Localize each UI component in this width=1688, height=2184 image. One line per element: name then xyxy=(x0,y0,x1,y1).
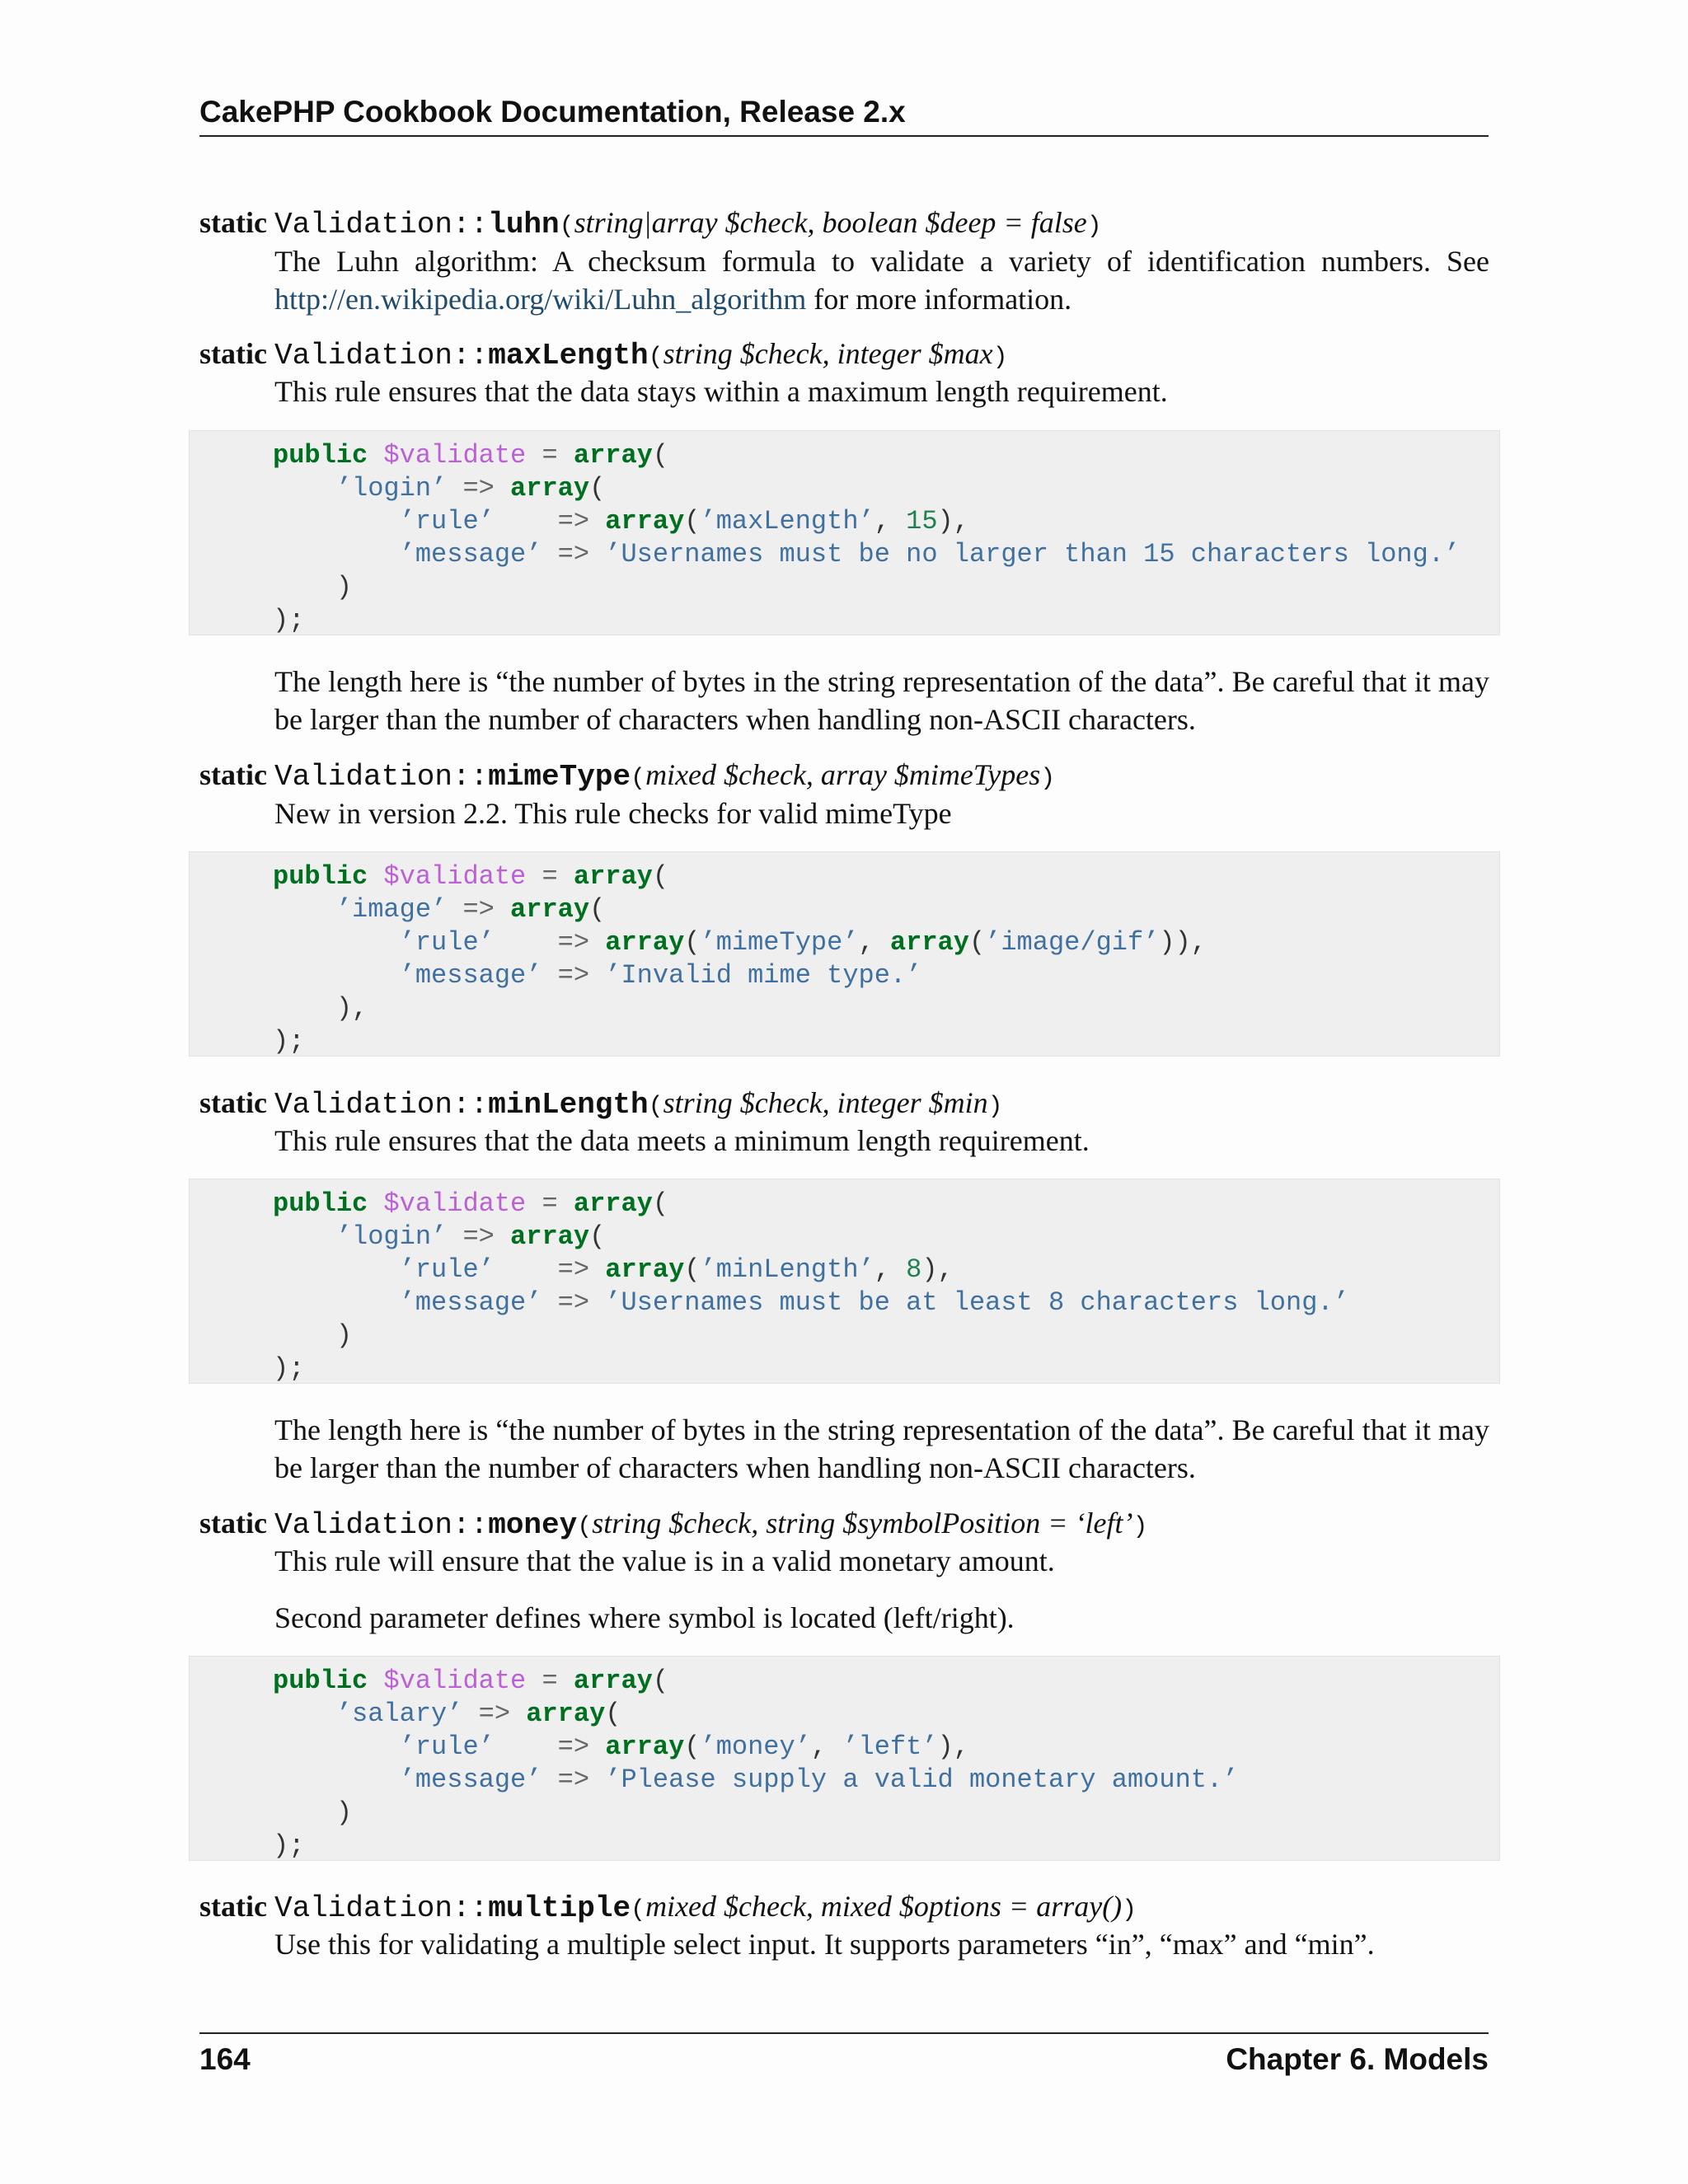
header-title: CakePHP Cookbook Documentation, Release 2.x xyxy=(199,95,906,129)
description-mimetype: New in version 2.2. This rule checks for valid mimeType xyxy=(274,797,952,830)
params: string $check, integer $min xyxy=(663,1086,988,1119)
code-block-maxlength: public $validate = array( ’login’ => array( ’rule’ => array(’maxLength’, 15), ’message’ => ’Usernames must be no larger than 15 characters long.’ ) ); xyxy=(189,430,1500,635)
params: string $check, string $symbolPosition = ‘left’ xyxy=(592,1507,1133,1540)
signature-luhn: static Validation::luhn(string|array $check, boolean $deep = false) xyxy=(199,206,1102,241)
method-name: mimeType xyxy=(488,760,631,794)
page-number: 164 xyxy=(199,2042,251,2076)
static-keyword: static xyxy=(199,758,267,791)
params: mixed $check, array $mimeTypes xyxy=(645,758,1041,791)
params: string|array $check, boolean $deep = false xyxy=(574,206,1087,239)
signature-mimetype: static Validation::mimeType(mixed $check, array $mimeTypes) xyxy=(199,758,1056,794)
signature-minlength: static Validation::minLength(string $check, integer $min) xyxy=(199,1086,1003,1122)
class-name: Validation:: xyxy=(274,1088,489,1122)
class-name: Validation:: xyxy=(274,760,489,794)
class-name: Validation:: xyxy=(274,1508,489,1542)
page-header xyxy=(199,92,1489,137)
luhn-link[interactable]: http://en.wikipedia.org/wiki/Luhn_algorithm xyxy=(274,283,807,316)
static-keyword: static xyxy=(199,206,267,239)
method-name: money xyxy=(488,1508,578,1542)
method-name: maxLength xyxy=(488,339,649,373)
static-keyword: static xyxy=(199,1890,267,1923)
code-block-money: public $validate = array( ’salary’ => array( ’rule’ => array(’money’, ’left’), ’message’ => ’Please supply a valid monetary amount.’ ) ); xyxy=(189,1656,1500,1861)
static-keyword: static xyxy=(199,1507,267,1540)
description-minlength: This rule ensures that the data meets a minimum length requirement. xyxy=(274,1124,1090,1157)
class-name: Validation:: xyxy=(274,208,489,241)
signature-money: static Validation::money(string $check, string $symbolPosition = ‘left’) xyxy=(199,1507,1148,1542)
params: mixed $check, mixed $options = array() xyxy=(645,1890,1123,1923)
code-block-minlength: public $validate = array( ’login’ => array( ’rule’ => array(’minLength’, 8), ’message’ => ’Usernames must be at least 8 characters long.’ ) ); xyxy=(189,1179,1500,1384)
description-maxlength: This rule ensures that the data stays within a maximum length requirement. xyxy=(274,375,1168,408)
method-name: luhn xyxy=(488,208,560,241)
note-maxlength: The length here is “the number of bytes in the string representation of the data”. Be careful that it may be larger than the number of characters when handling non-ASCII characters. xyxy=(274,665,1489,736)
params: string $check, integer $max xyxy=(663,337,993,370)
description-multiple: Use this for validating a multiple select input. It supports parameters “in”, “max” and “min”. xyxy=(274,1928,1375,1961)
static-keyword: static xyxy=(199,337,267,370)
chapter-title: Chapter 6. Models xyxy=(1226,2042,1489,2076)
code-block-mimetype: public $validate = array( ’image’ => array( ’rule’ => array(’mimeType’, array(’image/gif’)), ’message’ => ’Invalid mime type.’ ), ); xyxy=(189,851,1500,1057)
signature-multiple: static Validation::multiple(mixed $check, mixed $options = array()) xyxy=(199,1890,1137,1925)
class-name: Validation:: xyxy=(274,339,489,373)
method-name: multiple xyxy=(488,1891,631,1925)
description-money-2: Second parameter defines where symbol is located (left/right). xyxy=(274,1601,1015,1634)
footer-rule xyxy=(199,2032,1489,2034)
method-name: minLength xyxy=(488,1088,649,1122)
description-money: This rule will ensure that the value is in a valid monetary amount. xyxy=(274,1544,1055,1577)
description-luhn: The Luhn algorithm: A checksum formula to validate a variety of identification numbers. See http://en.wikipedia.org/wiki/Luhn_algorithm for more information. xyxy=(274,245,1489,316)
signature-maxlength: static Validation::maxLength(string $check, integer $max) xyxy=(199,337,1008,373)
static-keyword: static xyxy=(199,1086,267,1119)
class-name: Validation:: xyxy=(274,1891,489,1925)
note-minlength: The length here is “the number of bytes in the string representation of the data”. Be careful that it may be larger than the number of characters when handling non-ASCII characters. xyxy=(274,1413,1489,1484)
